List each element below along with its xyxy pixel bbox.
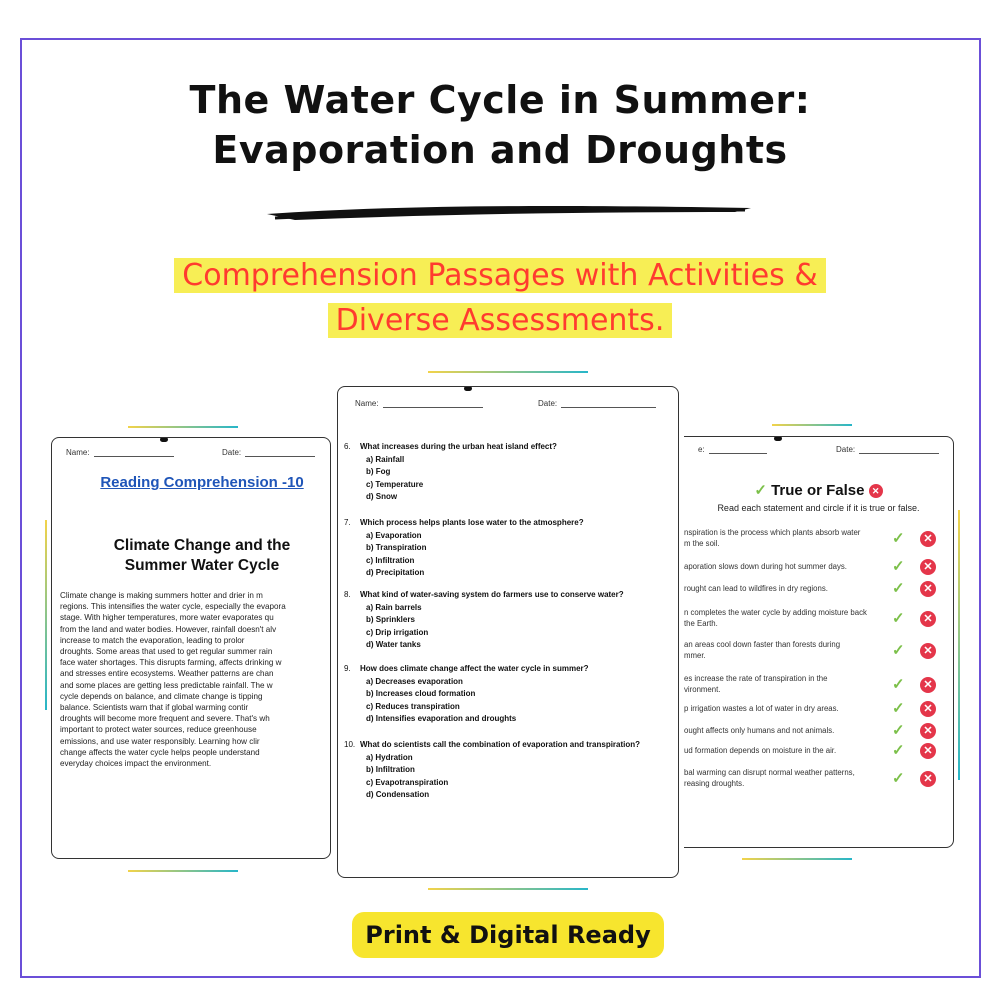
passage-line: regions. This intensifies the water cycle, especially the evapora	[60, 602, 286, 612]
question-item	[344, 589, 650, 652]
worksheet-reading-page	[51, 437, 331, 859]
decor-line	[428, 371, 588, 373]
worksheet-quiz-page	[337, 386, 679, 878]
decor-line	[128, 426, 238, 428]
answer-option[interactable]: c) Drip irrigation	[366, 627, 429, 637]
false-cross-icon[interactable]: ✕	[920, 611, 936, 627]
question-text: Which process helps plants lose water to the atmosphere?	[360, 518, 584, 527]
name-label: e:	[698, 445, 705, 454]
statement-text: es increase the rate of transpiration in the vironment.	[684, 674, 828, 694]
true-check-icon[interactable]: ✓	[892, 722, 905, 739]
passage-line: and some places are getting less predictable rainfall. The w	[60, 680, 273, 690]
question-text: What kind of water-saving system do farmers use to conserve water?	[360, 590, 624, 599]
true-check-icon[interactable]: ✓	[892, 676, 905, 693]
question-item	[344, 517, 650, 580]
passage-line: and stresses entire ecosystems. Weather patterns are chan	[60, 669, 274, 679]
decor-line	[45, 520, 47, 710]
worksheet-true-false-page	[684, 436, 954, 848]
answer-option[interactable]: a) Decreases evaporation	[366, 676, 463, 686]
statement-text: n completes the water cycle by adding moisture back the Earth.	[684, 608, 867, 628]
false-cross-icon[interactable]: ✕	[920, 723, 936, 739]
section-title: Reading Comprehension -10	[100, 474, 304, 491]
answer-option[interactable]: a) Evaporation	[366, 530, 422, 540]
question-number: 6.	[344, 442, 351, 451]
passage-line: emissions, and use water responsibly. Learning how clir	[60, 736, 260, 746]
name-field	[698, 445, 767, 454]
subtitle-highlight-2: Diverse Assessments.	[328, 303, 673, 338]
answer-option[interactable]: a) Rain barrels	[366, 602, 422, 612]
question-item	[344, 441, 650, 504]
question-item	[344, 739, 650, 802]
passage-line: important to protect water sources, reduce greenhouse	[60, 725, 257, 735]
statement-text: an areas cool down faster than forests during mmer.	[684, 640, 841, 660]
check-icon: ✓	[754, 482, 767, 499]
answer-option[interactable]: d) Snow	[366, 492, 398, 502]
binder-clip-icon	[774, 436, 782, 441]
answer-option[interactable]: a) Rainfall	[366, 454, 405, 464]
question-number: 9.	[344, 664, 351, 673]
date-label: Date:	[836, 445, 856, 454]
date-field	[538, 399, 656, 408]
name-label: Name:	[66, 448, 90, 457]
answer-option[interactable]: c) Temperature	[366, 479, 424, 489]
statement-text: ud formation depends on moisture in the air.	[684, 746, 837, 755]
statement-text: nspiration is the process which plants absorb water m the soil.	[684, 528, 861, 548]
answer-option[interactable]: d) Water tanks	[366, 640, 421, 650]
passage-line: droughts will become more frequent and severe. That's wh	[60, 714, 270, 724]
name-field	[355, 399, 483, 408]
passage-line: stage. With higher temperatures, more water evaporates qu	[60, 613, 274, 623]
false-cross-icon[interactable]: ✕	[920, 743, 936, 759]
statement-text: ought affects only humans and not animals.	[684, 726, 835, 735]
print-digital-badge: Print & Digital Ready	[352, 912, 664, 958]
heading-text: True or False	[771, 482, 865, 499]
decor-line	[772, 424, 852, 426]
decor-line	[958, 510, 960, 780]
answer-option[interactable]: b) Fog	[366, 467, 391, 477]
answer-option[interactable]: a) Hydration	[366, 752, 413, 762]
answer-option[interactable]: b) Transpiration	[366, 543, 427, 553]
heading-line: Climate Change and the	[113, 537, 291, 554]
passage-line: from the land and water bodies. However, rainfall doesn't alv	[60, 624, 277, 634]
instructions: Read each statement and circle if it is true or false.	[717, 503, 920, 513]
passage-heading	[52, 536, 331, 576]
false-cross-icon[interactable]: ✕	[920, 559, 936, 575]
true-false-heading	[684, 481, 953, 499]
date-field	[836, 445, 939, 454]
true-check-icon[interactable]: ✓	[892, 530, 905, 547]
true-check-icon[interactable]: ✓	[892, 742, 905, 759]
true-check-icon[interactable]: ✓	[892, 580, 905, 597]
question-number: 10.	[344, 740, 356, 749]
passage-line: cycle depends on balance, and climate change is tipping	[60, 691, 263, 701]
statement-text: aporation slows down during hot summer days.	[684, 562, 847, 571]
question-text: What do scientists call the combination of evaporation and transpiration?	[360, 740, 641, 749]
false-cross-icon[interactable]: ✕	[920, 643, 936, 659]
subtitle-line2	[0, 301, 1000, 341]
passage-line: droughts. Some areas that used to get regular summer rain	[60, 647, 273, 657]
date-label: Date:	[538, 399, 558, 408]
false-cross-icon[interactable]: ✕	[920, 581, 936, 597]
true-check-icon[interactable]: ✓	[892, 770, 905, 787]
false-cross-icon[interactable]: ✕	[920, 531, 936, 547]
subtitle-line1	[0, 256, 1000, 296]
answer-option[interactable]: d) Intensifies evaporation and droughts	[366, 714, 517, 724]
answer-option[interactable]: b) Sprinklers	[366, 615, 415, 625]
false-cross-icon[interactable]: ✕	[920, 701, 936, 717]
question-item	[344, 663, 650, 726]
page-title-line2: Evaporation and Droughts	[212, 128, 788, 172]
passage-line: everyday choices impact the environment.	[60, 759, 212, 769]
subtitle-highlight-1: Comprehension Passages with Activities &	[174, 258, 825, 293]
statement-text: rought can lead to wildfires in dry regions.	[684, 584, 828, 593]
date-field	[222, 448, 315, 457]
answer-option[interactable]: b) Infiltration	[366, 765, 415, 775]
decor-line	[428, 888, 588, 890]
heading-line: Summer Water Cycle	[124, 557, 280, 574]
cross-icon: ✕	[869, 484, 883, 498]
name-label: Name:	[355, 399, 379, 408]
true-check-icon[interactable]: ✓	[892, 558, 905, 575]
question-number: 7.	[344, 518, 351, 527]
answer-option[interactable]: d) Precipitation	[366, 568, 425, 578]
passage-line: increase to match the evaporation, leading to prolor	[60, 635, 245, 645]
passage-line: balance. Scientists warn that if global warming contir	[60, 703, 249, 713]
passage-line: face water shortages. This disrupts farming, affects drinking w	[60, 658, 282, 668]
answer-option[interactable]: d) Condensation	[366, 790, 430, 800]
binder-clip-icon	[464, 386, 472, 391]
decor-line	[742, 858, 852, 860]
question-text: How does climate change affect the water cycle in summer?	[360, 664, 589, 673]
passage-line: change affects the water cycle helps people understand	[60, 747, 260, 757]
true-check-icon[interactable]: ✓	[892, 700, 905, 717]
question-number: 8.	[344, 590, 351, 599]
answer-option[interactable]: c) Evapotranspiration	[366, 777, 449, 787]
date-label: Date:	[222, 448, 242, 457]
passage-text	[60, 590, 331, 769]
brush-stroke-underline	[265, 200, 755, 224]
statement-text: p irrigation wastes a lot of water in dry areas.	[684, 704, 839, 713]
question-text: What increases during the urban heat island effect?	[360, 442, 557, 451]
decor-line	[128, 870, 238, 872]
answer-option[interactable]: b) Increases cloud formation	[366, 689, 476, 699]
name-field	[66, 448, 174, 457]
answer-option[interactable]: c) Infiltration	[366, 555, 415, 565]
passage-line: Climate change is making summers hotter and drier in m	[60, 591, 263, 600]
binder-clip-icon	[160, 437, 168, 442]
page-title-line1: The Water Cycle in Summer:	[189, 78, 811, 122]
statement-text: bal warming can disrupt normal weather patterns, reasing droughts.	[684, 768, 855, 788]
answer-option[interactable]: c) Reduces transpiration	[366, 701, 460, 711]
false-cross-icon[interactable]: ✕	[920, 771, 936, 787]
true-check-icon[interactable]: ✓	[892, 610, 905, 627]
false-cross-icon[interactable]: ✕	[920, 677, 936, 693]
true-check-icon[interactable]: ✓	[892, 642, 905, 659]
